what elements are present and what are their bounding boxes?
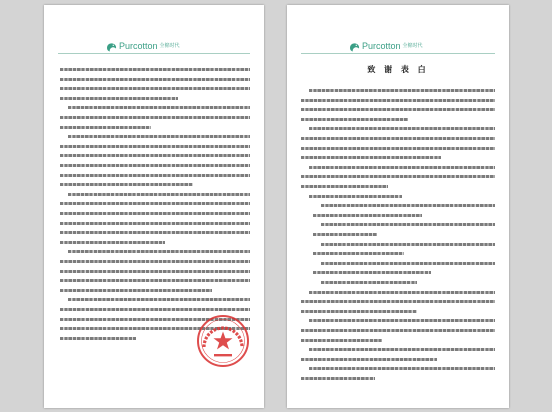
text-line [301,358,437,361]
text-line [60,78,250,81]
cotton-bird-icon [349,42,360,52]
cotton-bird-icon [106,42,117,52]
text-line [60,279,250,282]
text-line [60,154,250,157]
header-divider [58,53,250,54]
document-page-right [287,5,509,408]
text-line [301,377,375,380]
text-line [68,298,250,301]
text-line [309,195,402,198]
logo-cn-text: 全棉时代 [159,43,180,49]
logo-cn-text: 全棉时代 [402,43,423,49]
text-line [313,233,377,236]
text-line [68,193,250,196]
text-line [60,174,250,177]
text-line [309,89,495,92]
text-line [301,300,495,303]
text-line [321,243,495,246]
logo-brand-text: Purcotton [119,41,158,51]
text-line [321,204,495,207]
text-line [313,214,422,217]
text-line [60,212,250,215]
document-page-left [44,5,264,408]
text-line [68,135,250,138]
text-line [321,223,495,226]
text-line [60,337,136,340]
text-line [60,241,165,244]
text-line [309,127,495,130]
body-text-right [301,86,495,386]
text-line [301,175,495,178]
text-line [60,289,212,292]
text-line [321,262,495,265]
text-line [309,166,495,169]
text-line [301,147,495,150]
text-line [60,183,193,186]
text-line [301,185,388,188]
text-line [309,348,495,351]
purcotton-logo [106,41,180,52]
text-line [301,339,382,342]
page-title: 致 谢 表 白 [367,65,429,74]
text-line [60,87,250,90]
company-seal-icon [196,314,250,368]
text-line [313,252,404,255]
text-line [60,68,250,71]
text-line [301,329,495,332]
text-line [60,126,151,129]
text-line [309,367,495,370]
text-line [60,145,250,148]
text-line [301,118,408,121]
text-line [68,250,250,253]
text-line [301,99,495,102]
header-divider [301,53,495,54]
logo-brand-text: Purcotton [362,41,401,51]
text-line [60,116,250,119]
text-line [60,222,250,225]
text-line [301,137,495,140]
text-line [321,281,417,284]
purcotton-logo [349,41,423,52]
text-line [301,310,417,313]
text-line [301,156,441,159]
star-icon [214,332,233,350]
text-line [60,308,250,311]
body-text-left [60,65,250,355]
text-line [60,202,250,205]
text-line [60,164,250,167]
text-line [60,97,178,100]
text-line [60,270,250,273]
text-line [309,291,495,294]
text-line [60,231,250,234]
text-line [309,319,495,322]
text-line [68,106,250,109]
text-line [313,271,431,274]
text-line [60,260,250,263]
text-line [301,108,495,111]
